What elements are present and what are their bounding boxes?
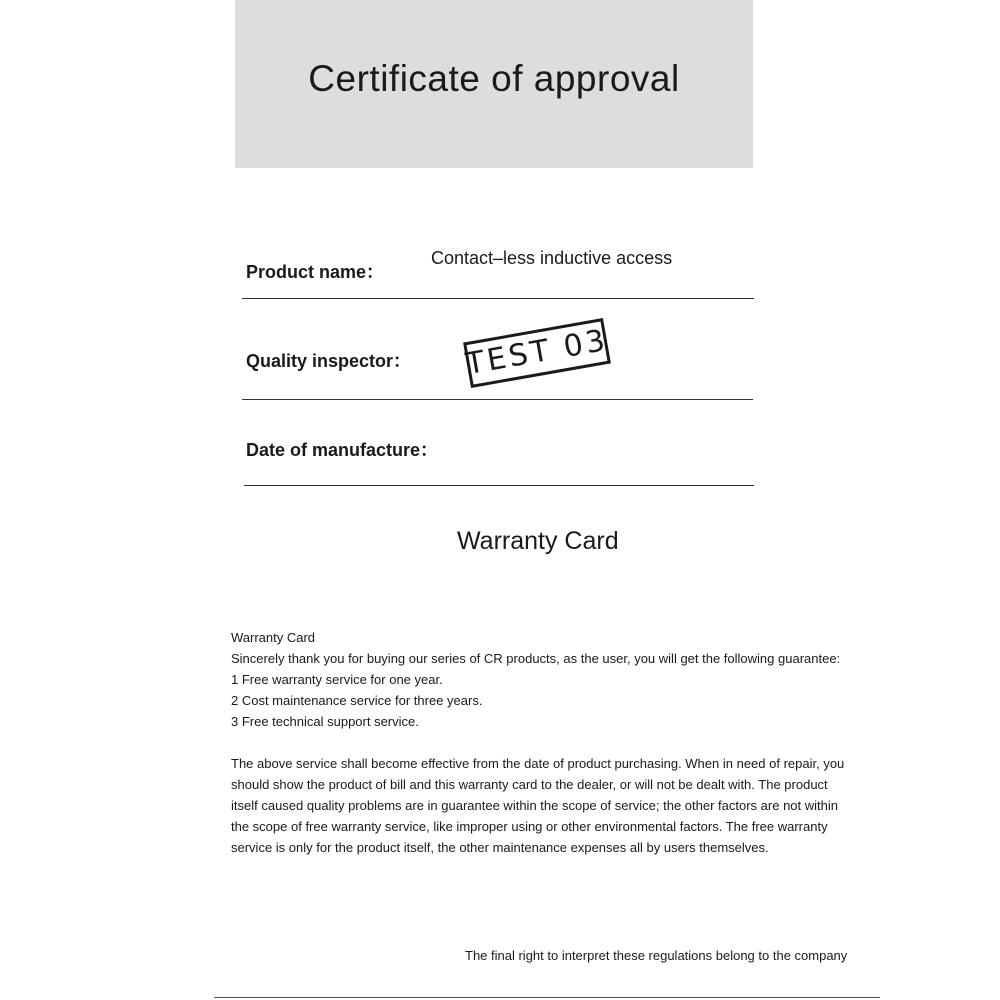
date-of-manufacture-label: Date of manufacture： xyxy=(246,440,439,460)
stamp-text: TEST 03 xyxy=(463,322,611,383)
paragraph-line: the scope of free warranty service, like improper using or other environmental factors. The free warranty xyxy=(231,819,828,834)
warranty-intro-title: Warranty Card xyxy=(231,630,316,645)
certificate-title: Certificate of approval xyxy=(308,58,680,99)
warranty-terms-paragraph xyxy=(231,753,881,858)
warranty-item-2: 2 Cost maintenance service for three years. xyxy=(231,693,483,708)
inspection-stamp xyxy=(463,318,611,388)
paragraph-line: should show the product of bill and this warranty card to the dealer, or will not be dealt with. The product xyxy=(231,777,828,792)
date-of-manufacture-rule xyxy=(244,485,754,486)
product-name-rule xyxy=(242,298,754,299)
warranty-item-1: 1 Free warranty service for one year. xyxy=(231,672,443,687)
certificate-header xyxy=(235,0,753,168)
paragraph-line: itself caused quality problems are in guarantee within the scope of service; the other factors are not within xyxy=(231,798,838,813)
warranty-item-3: 3 Free technical support service. xyxy=(231,714,419,729)
warranty-heading: Warranty Card xyxy=(457,527,619,555)
paragraph-line: The above service shall become effective from the date of product purchasing. When in need of repair, you xyxy=(231,756,845,771)
footer-note: The final right to interpret these regulations belong to the company xyxy=(465,948,848,963)
warranty-intro: Sincerely thank you for buying our series of CR products, as the user, you will get the following guarantee: xyxy=(231,651,841,666)
paragraph-line: service is only for the product itself, the other maintenance expenses all by users themselves. xyxy=(231,840,769,855)
quality-inspector-label: Quality inspector： xyxy=(246,351,412,371)
quality-inspector-rule xyxy=(242,399,753,400)
bottom-rule xyxy=(214,997,880,998)
product-name-value: Contact–less inductive access xyxy=(431,248,673,268)
product-name-label: Product name： xyxy=(246,262,385,282)
